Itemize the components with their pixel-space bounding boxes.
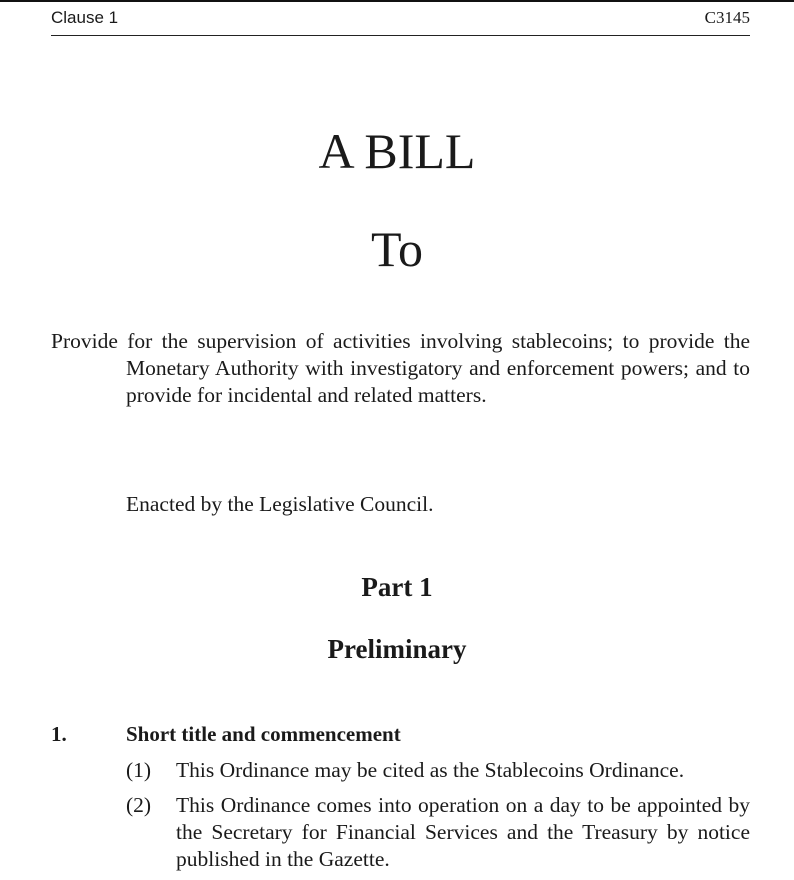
long-title: Provide for the supervision of activities involving stablecoins; to provide the Monetary Authority with investigatory and enforcement powers; and to provide for incidental and related matters. (51, 329, 750, 407)
section-title: Short title and commencement (126, 722, 401, 746)
bill-subtitle: To (370, 221, 424, 277)
part-heading: Preliminary (327, 634, 467, 664)
page-number: C3145 (704, 8, 750, 27)
subsection-text: This Ordinance may be cited as the Stablecoins Ordinance. (176, 758, 685, 782)
page-top-border (0, 0, 794, 2)
subsection-text: This Ordinance comes into operation on a day to be appointed by the Secretary for Financial Services and the Treasury by notice published in the Gazette. (176, 793, 750, 871)
subsection-number: (2) (126, 793, 152, 817)
section-number: 1. (51, 722, 67, 746)
enacting-formula: Enacted by the Legislative Council. (126, 492, 434, 516)
clause-label: Clause 1 (51, 8, 119, 27)
bill-title: A BILL (318, 123, 476, 179)
subsection-number: (1) (126, 758, 152, 782)
part-number: Part 1 (361, 572, 433, 602)
page-header (51, 8, 750, 36)
